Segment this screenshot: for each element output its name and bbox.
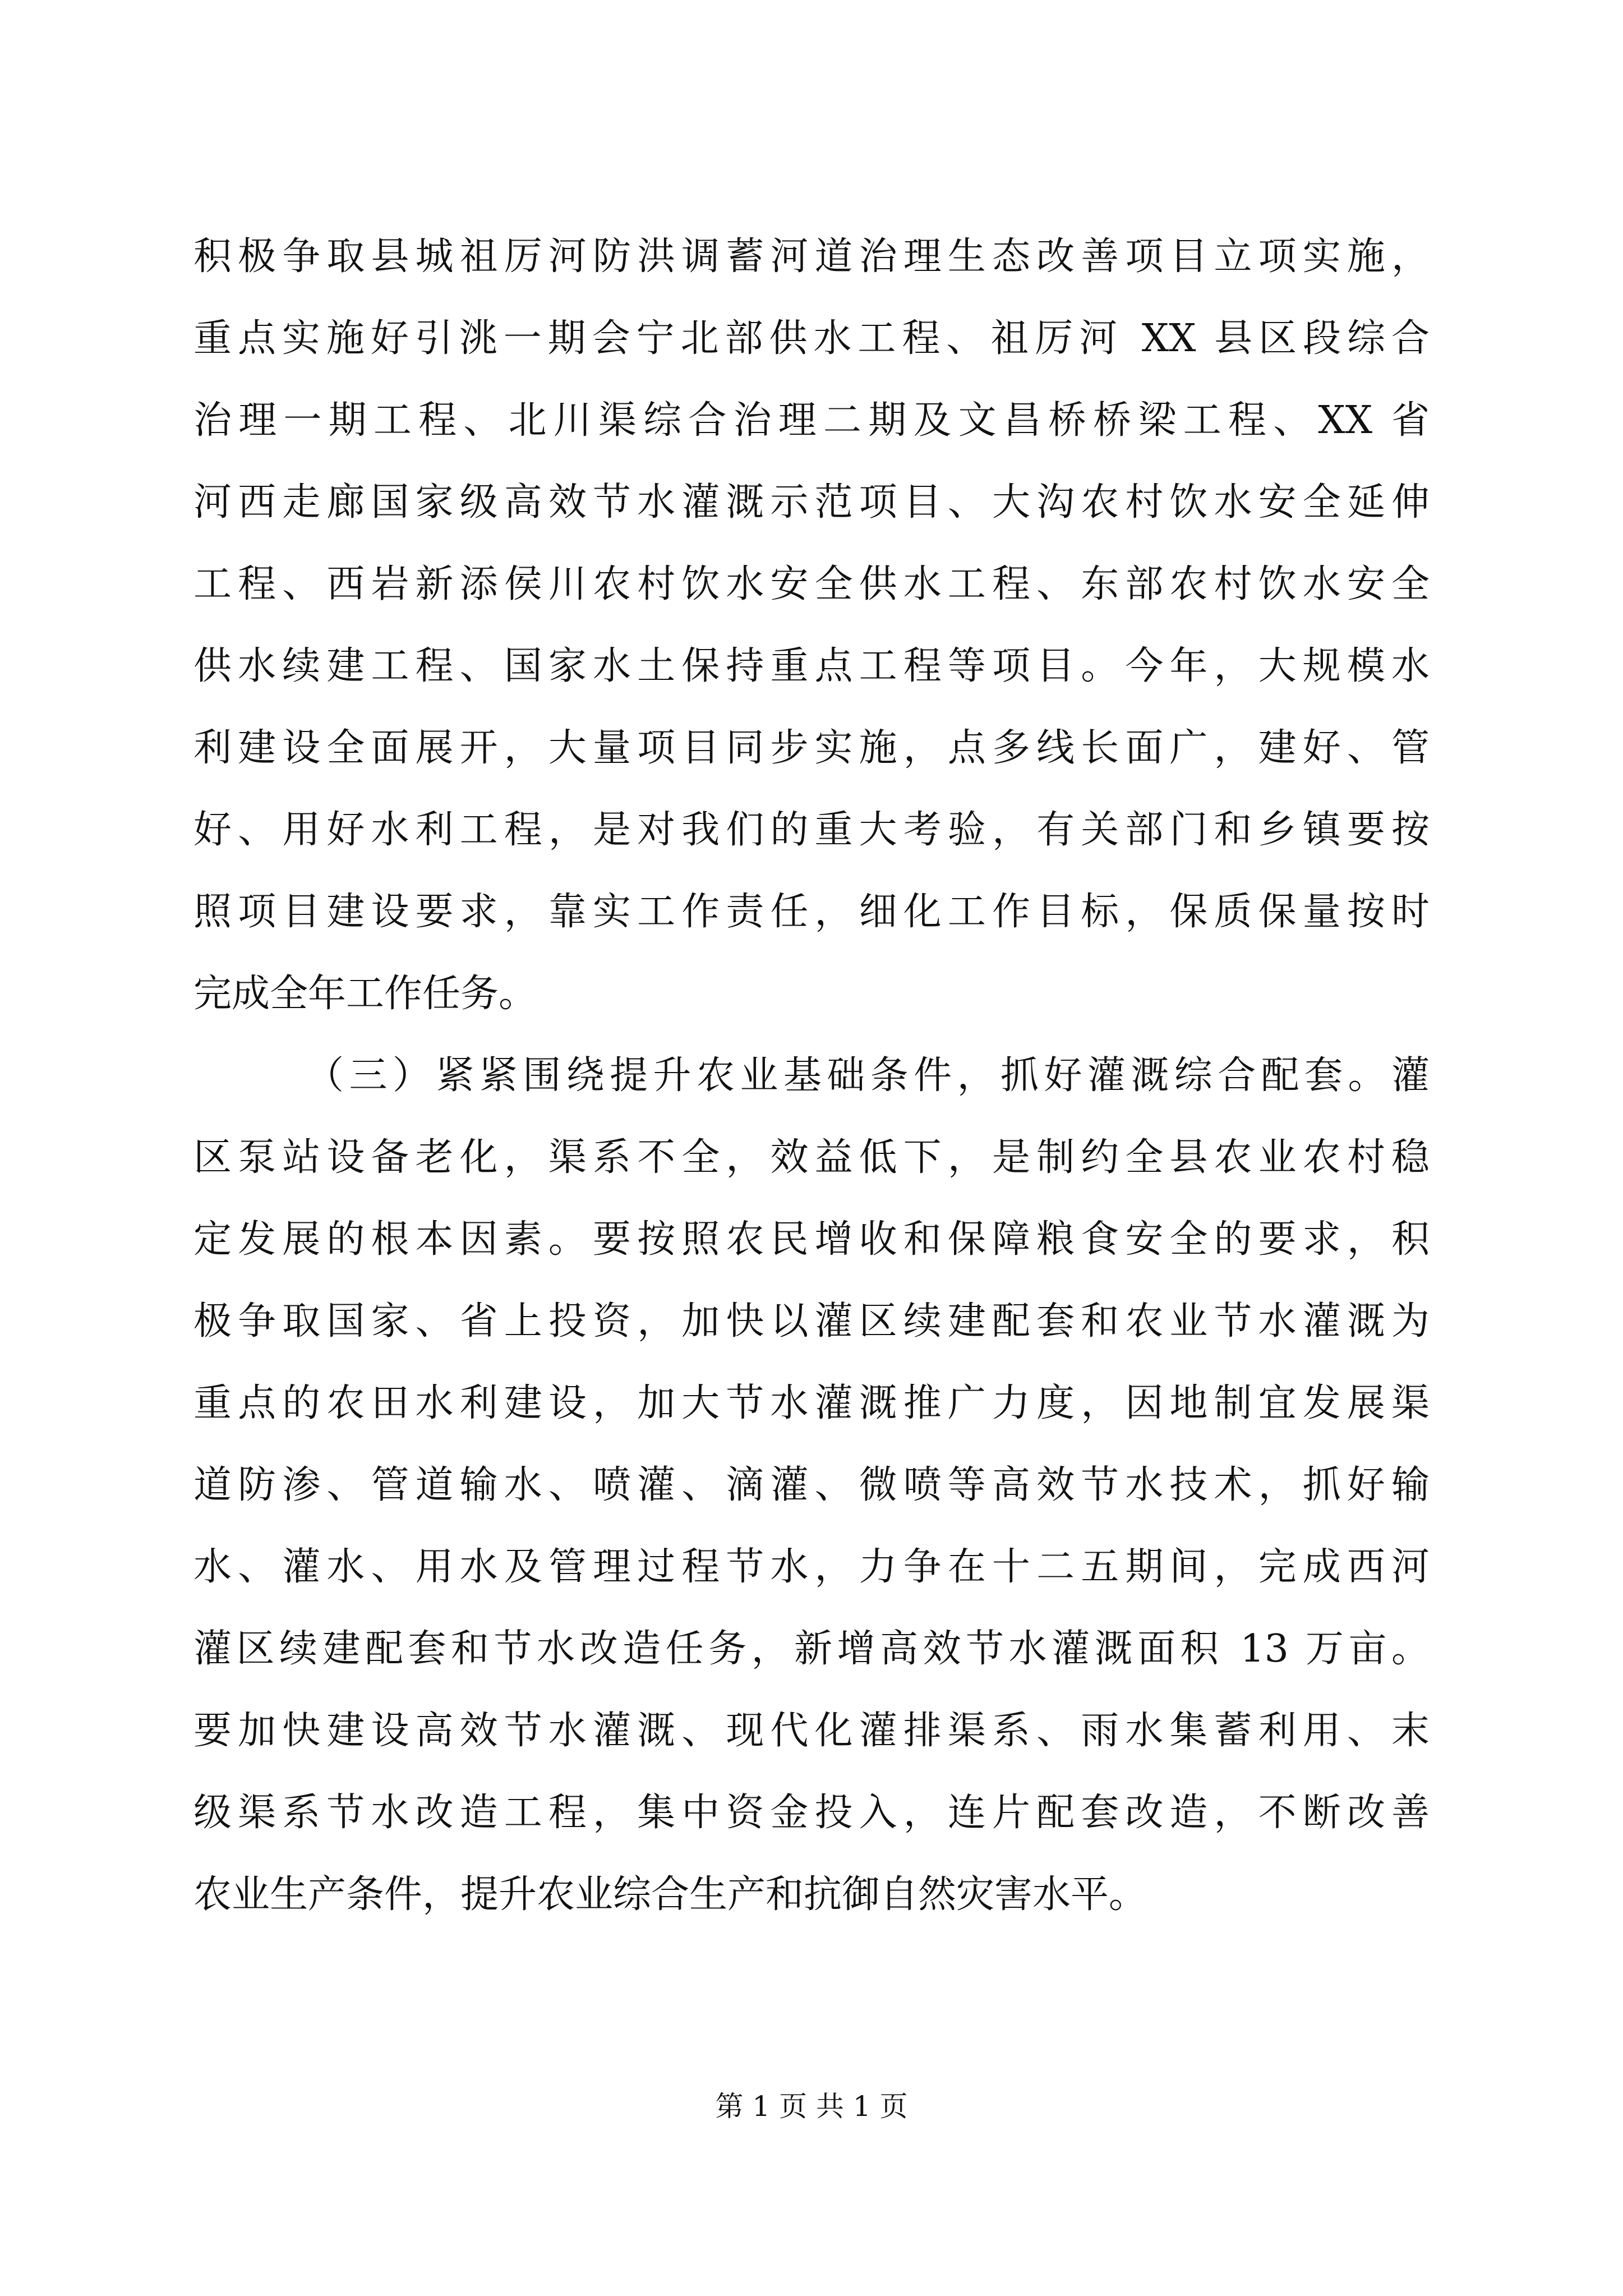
text-line: 水、灌水、用水及管理过程节水，力争在十二五期间，完成西河	[193, 1545, 1430, 1589]
text-line: 照项目建设要求，靠实工作责任，细化工作目标，保质保量按时	[193, 890, 1430, 934]
text-line: 极争取国家、省上投资，加快以灌区续建配套和农业节水灌溉为	[193, 1299, 1430, 1343]
section-heading-line: （三）紧紧围绕提升农业基础条件，抓好灌溉综合配套。灌	[306, 1053, 1430, 1098]
text-line: 区泵站设备老化，渠系不全，效益低下，是制约全县农业农村稳	[193, 1135, 1430, 1180]
text-line: 完成全年工作任务。	[193, 972, 537, 1016]
text-line: 工程、西岩新添侯川农村饮水安全供水工程、东部农村饮水安全	[193, 562, 1430, 606]
text-line: 供水续建工程、国家水土保持重点工程等项目。今年，大规模水	[193, 644, 1430, 688]
body-text	[193, 216, 1430, 1936]
text-line: 道防渗、管道输水、喷灌、滴灌、微喷等高效节水技术，抓好输	[193, 1463, 1430, 1507]
text-line: 定发展的根本因素。要按照农民增收和保障粮食安全的要求，积	[193, 1217, 1430, 1262]
text-line: 级渠系节水改造工程，集中资金投入，连片配套改造，不断改善	[193, 1791, 1430, 1835]
text-line: 农业生产条件，提升农业综合生产和抗御自然灾害水平。	[193, 1872, 1147, 1917]
text-line: 好、用好水利工程，是对我们的重大考验，有关部门和乡镇要按	[193, 808, 1430, 852]
text-line: 河西走廊国家级高效节水灌溉示范项目、大沟农村饮水安全延伸	[193, 480, 1430, 524]
text-line: 重点实施好引洮一期会宁北部供水工程、祖厉河 XX 县区段综合	[193, 316, 1430, 361]
text-line: 利建设全面展开，大量项目同步实施，点多线长面广，建好、管	[193, 726, 1430, 770]
text-line: 积极争取县城祖厉河防洪调蓄河道治理生态改善项目立项实施，	[193, 234, 1430, 279]
text-line: 要加快建设高效节水灌溉、现代化灌排渠系、雨水集蓄利用、末	[193, 1709, 1430, 1753]
text-line: 重点的农田水利建设，加大节水灌溉推广力度，因地制宜发展渠	[193, 1381, 1430, 1425]
page-number-footer: 第 1 页 共 1 页	[715, 2090, 908, 2123]
text-line: 治理一期工程、北川渠综合治理二期及文昌桥桥梁工程、XX 省	[193, 398, 1430, 443]
text-line: 灌区续建配套和节水改造任务，新增高效节水灌溉面积 13 万亩。	[193, 1627, 1430, 1671]
